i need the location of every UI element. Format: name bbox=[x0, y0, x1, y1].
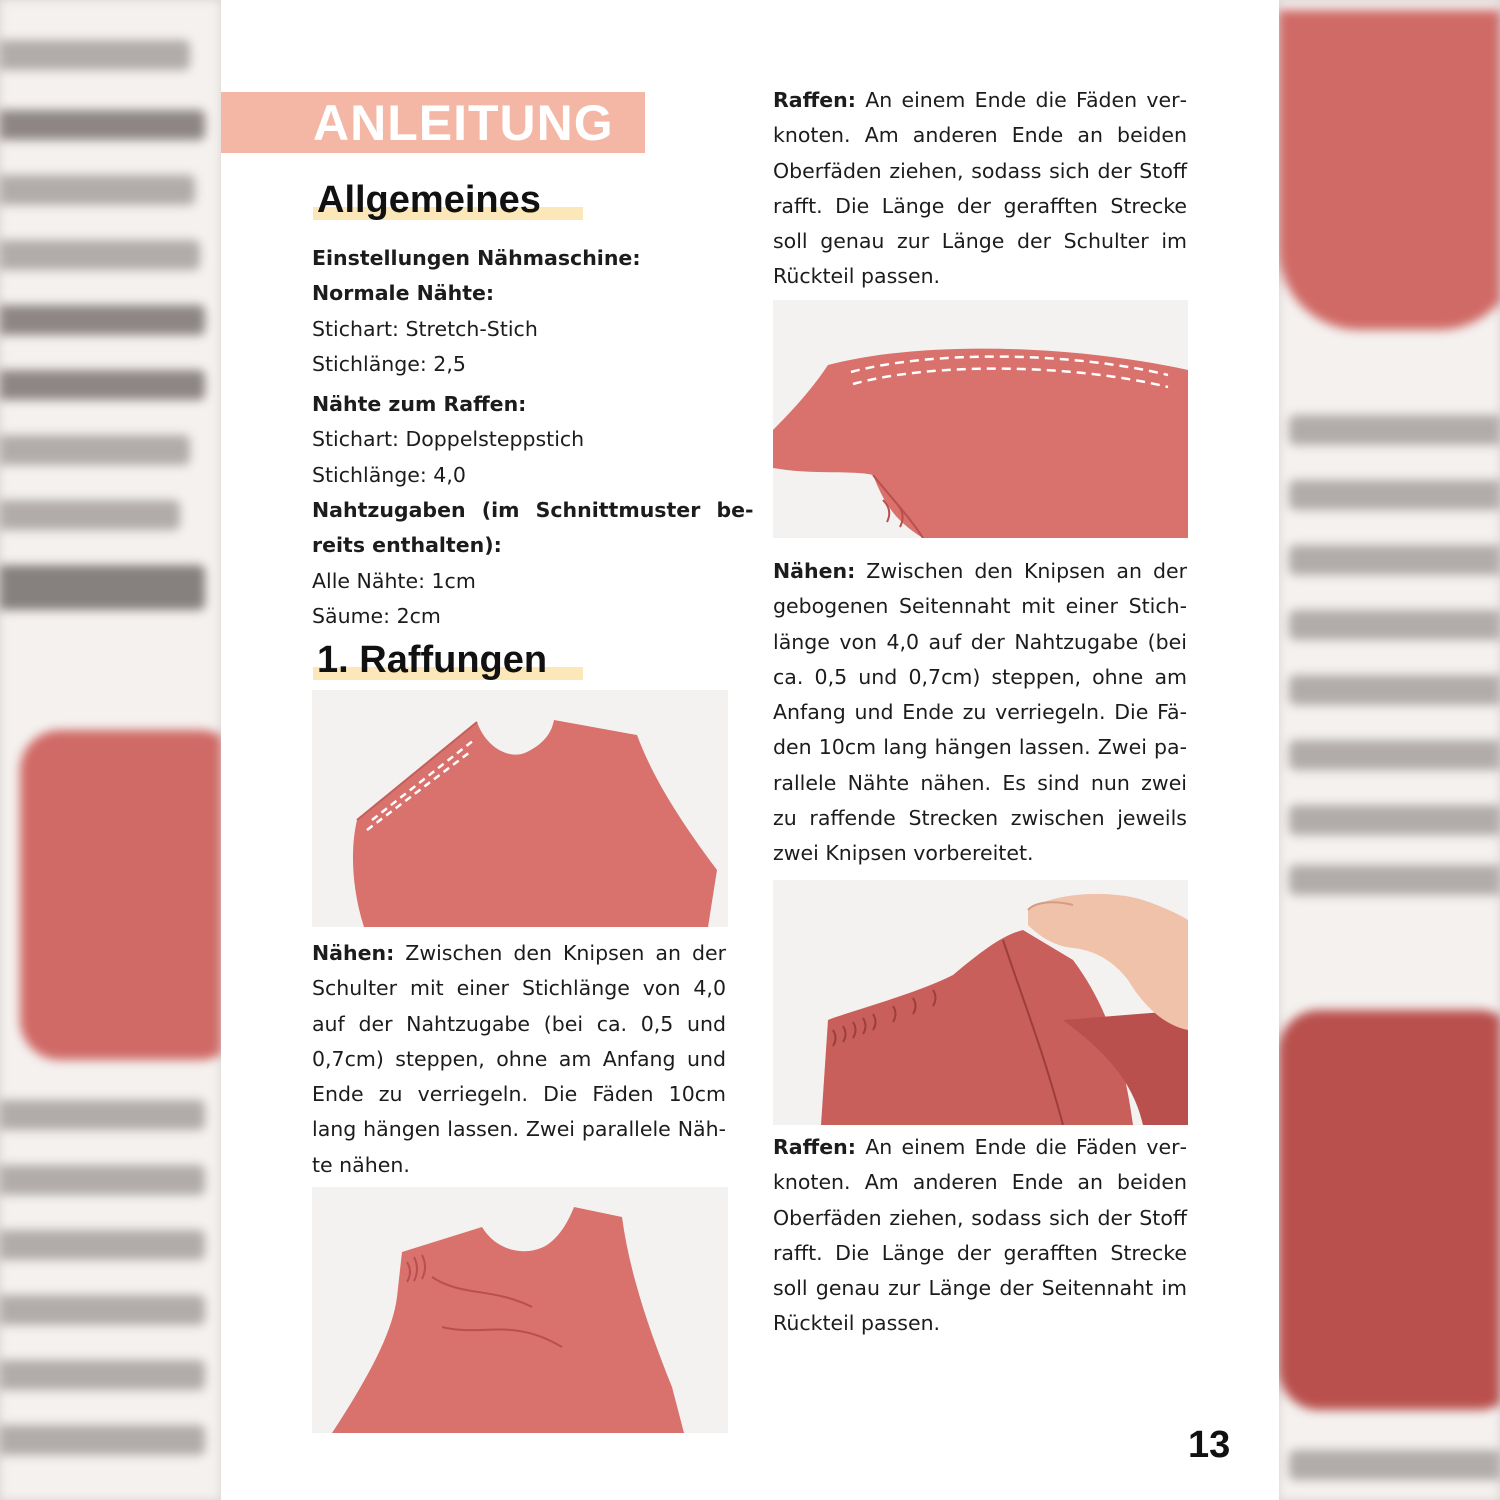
blurred-background-left bbox=[0, 0, 221, 1500]
fabric-photo bbox=[773, 300, 1188, 538]
settings-line: reits enthalten): bbox=[312, 533, 502, 558]
settings-line: Säume: 2cm bbox=[312, 603, 441, 628]
photo-shoulder-stitching bbox=[312, 690, 728, 927]
fabric-photo bbox=[773, 880, 1188, 1125]
page-title: ANLEITUNG bbox=[313, 95, 614, 151]
settings-line: Stichlänge: 4,0 bbox=[312, 462, 466, 487]
step-gather-shoulder: Raffen: An einem Ende die Fäden verknoten. Am anderen Ende an beiden Oberfäden ziehen, sodass sich der Stoff rafft. Die Länge der gerafften Strecke soll genau zur Länge der Schulter im Rückteil passen. bbox=[773, 88, 1187, 289]
settings-line: Stichart: Stretch-Stich bbox=[312, 316, 538, 341]
step-sew-shoulder: Nähen: Zwischen den Knipsen an der Schulter mit einer Stichlänge von 4,0 auf der Nahtzugabe (bei ca. 0,5 und 0,7cm) steppen, ohne am Anfang und Ende zu verriegeln. Die Fäden 10cm lang hängen lassen. Zwei parallele Nähte nähen. bbox=[312, 941, 726, 1177]
section-heading-general: Allgemeines bbox=[317, 178, 541, 222]
step-sew-side-seam: Nähen: Zwischen den Knipsen an der gebogenen Seitennaht mit einer Stichlänge von 4,0 auf der Nahtzugabe (bei ca. 0,5 und 0,7cm) steppen, ohne am Anfang und Ende zu verriegeln. Die Fäden 10cm lang hängen lassen. Zwei parallele Nähte nähen. Es sind nun zwei zu raffende Strecken zwischen jeweils zwei Knipsen vorbereitet. bbox=[773, 559, 1187, 866]
photo-gathered-shoulder bbox=[312, 1187, 728, 1433]
step-gather-side-seam: Raffen: An einem Ende die Fäden verknoten. Am anderen Ende an beiden Oberfäden ziehen, sodass sich der Stoff rafft. Die Länge der gerafften Strecke soll genau zur Länge der Seitennaht im Rückteil passen. bbox=[773, 1135, 1187, 1336]
photo-gathering-by-hand bbox=[773, 880, 1188, 1125]
page-number: 13 bbox=[1188, 1424, 1231, 1466]
settings-line: Normale Nähte: bbox=[312, 281, 495, 306]
settings-line: Stichart: Doppelsteppstich bbox=[312, 427, 585, 452]
settings-line: Nahtzugaben (im Schnittmuster be- bbox=[312, 498, 754, 523]
settings-line: Einstellungen Nähmaschine: bbox=[312, 246, 641, 270]
machine-settings bbox=[312, 241, 754, 634]
settings-line: Stichlänge: 2,5 bbox=[312, 351, 466, 376]
photo-side-seam-stitching bbox=[773, 300, 1188, 538]
settings-line: Nähte zum Raffen: bbox=[312, 392, 527, 417]
settings-line: Alle Nähte: 1cm bbox=[312, 568, 476, 593]
instruction-page bbox=[221, 0, 1279, 1500]
fabric-photo bbox=[312, 1187, 728, 1433]
section-heading-gathers: 1. Raffungen bbox=[317, 638, 547, 682]
blurred-background-right bbox=[1279, 0, 1500, 1500]
fabric-photo bbox=[312, 690, 728, 927]
